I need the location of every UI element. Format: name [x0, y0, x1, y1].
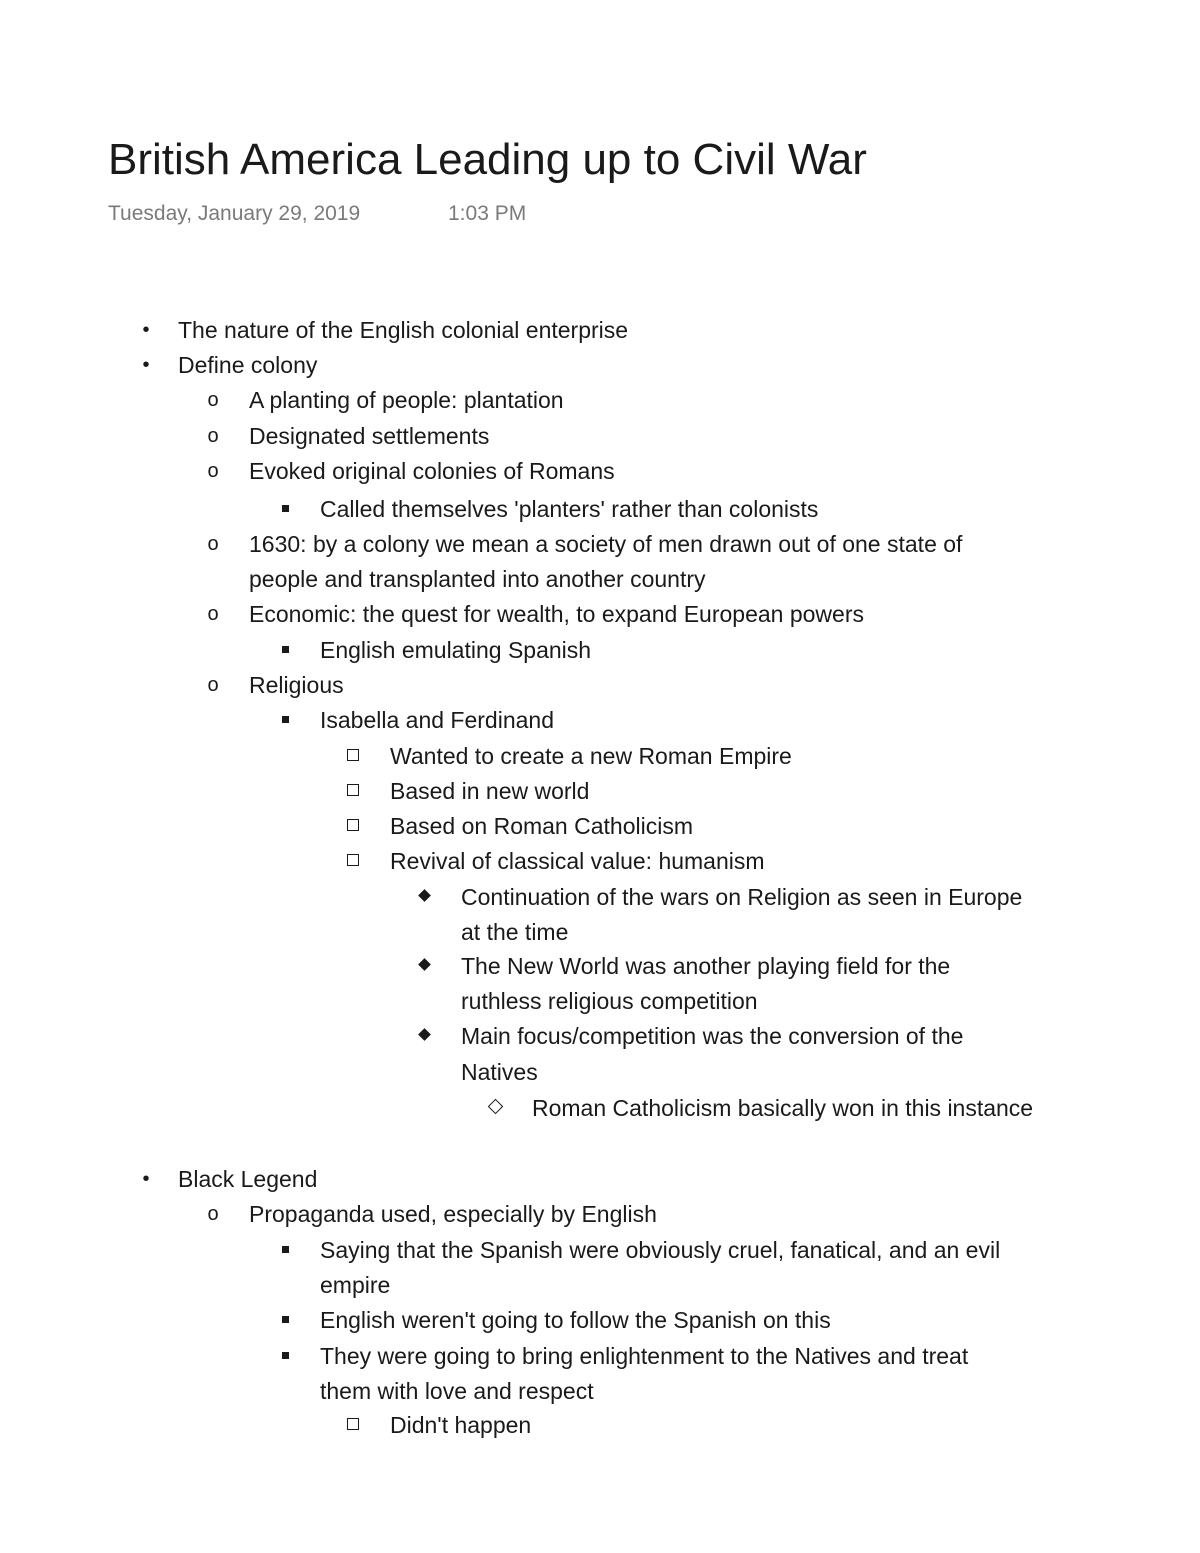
bullet-circle-icon: o: [207, 389, 219, 411]
list-item: Called themselves 'planters' rather than colonists: [320, 496, 819, 522]
bullet-square-icon: [270, 1303, 300, 1338]
note-time: 1:03 PM: [448, 202, 527, 225]
bullet-circle-icon: o: [207, 460, 219, 482]
list-item: Propaganda used, especially by English: [249, 1201, 657, 1227]
list-item-continuation: ruthless religious competition: [461, 988, 758, 1014]
list-item: Wanted to create a new Roman Empire: [390, 743, 792, 769]
bullet-dot-icon: •: [142, 1168, 150, 1190]
bullet-diamond-icon: [409, 1019, 439, 1054]
bullet-circle-icon: o: [207, 425, 219, 447]
note-date: Tuesday, January 29, 2019: [108, 202, 361, 225]
list-item-continuation: empire: [320, 1272, 391, 1298]
list-item: Black Legend: [178, 1166, 318, 1192]
note-meta: [108, 200, 527, 228]
bullet-square-icon: [270, 703, 300, 738]
bullet-hollow-diamond-icon: [480, 1091, 510, 1126]
list-item-continuation: Natives: [461, 1059, 538, 1085]
list-item: Isabella and Ferdinand: [320, 707, 554, 733]
bullet-circle-icon: o: [207, 674, 219, 696]
list-item-continuation: at the time: [461, 919, 569, 945]
list-item: Designated settlements: [249, 423, 490, 449]
list-item: Evoked original colonies of Romans: [249, 458, 615, 484]
list-item: Define colony: [178, 352, 318, 378]
list-item: 1630: by a colony we mean a society of men drawn out of one state of: [249, 531, 963, 557]
bullet-dot-icon: •: [142, 354, 150, 376]
bullet-diamond-icon: [409, 949, 439, 984]
list-item: Roman Catholicism basically won in this instance: [532, 1095, 1034, 1121]
bullet-hollow-square-icon: [338, 739, 368, 774]
list-item-continuation: people and transplanted into another country: [249, 566, 706, 592]
bullet-circle-icon: o: [207, 533, 219, 555]
bullet-circle-icon: o: [207, 1203, 219, 1225]
list-item: Religious: [249, 672, 344, 698]
page-title: British America Leading up to Civil War: [108, 135, 867, 184]
list-item: The New World was another playing field for the: [461, 953, 951, 979]
list-item: Economic: the quest for wealth, to expand European powers: [249, 601, 864, 627]
bullet-dot-icon: •: [142, 319, 150, 341]
list-item: Main focus/competition was the conversion of the: [461, 1023, 964, 1049]
list-item: Based on Roman Catholicism: [390, 813, 693, 839]
list-item: The nature of the English colonial enterprise: [178, 317, 629, 343]
bullet-square-icon: [270, 1233, 300, 1268]
list-item: Revival of classical value: humanism: [390, 848, 765, 874]
list-item: English weren't going to follow the Spanish on this: [320, 1307, 831, 1333]
list-item: Didn't happen: [390, 1412, 532, 1438]
list-item: A planting of people: plantation: [249, 387, 564, 413]
bullet-hollow-square-icon: [338, 1408, 368, 1443]
list-item-continuation: them with love and respect: [320, 1378, 594, 1404]
bullet-hollow-square-icon: [338, 844, 368, 879]
list-item: English emulating Spanish: [320, 637, 592, 663]
list-item: Continuation of the wars on Religion as seen in Europe: [461, 884, 1023, 910]
bullet-square-icon: [270, 492, 300, 527]
bullet-diamond-icon: [409, 880, 439, 915]
bullet-hollow-square-icon: [338, 809, 368, 844]
bullet-hollow-square-icon: [338, 774, 368, 809]
list-item: Based in new world: [390, 778, 590, 804]
bullet-square-icon: [270, 1339, 300, 1374]
list-item: Saying that the Spanish were obviously cruel, fanatical, and an evil: [320, 1237, 1001, 1263]
bullet-circle-icon: o: [207, 603, 219, 625]
bullet-square-icon: [270, 633, 300, 668]
list-item: They were going to bring enlightenment to the Natives and treat: [320, 1343, 969, 1369]
